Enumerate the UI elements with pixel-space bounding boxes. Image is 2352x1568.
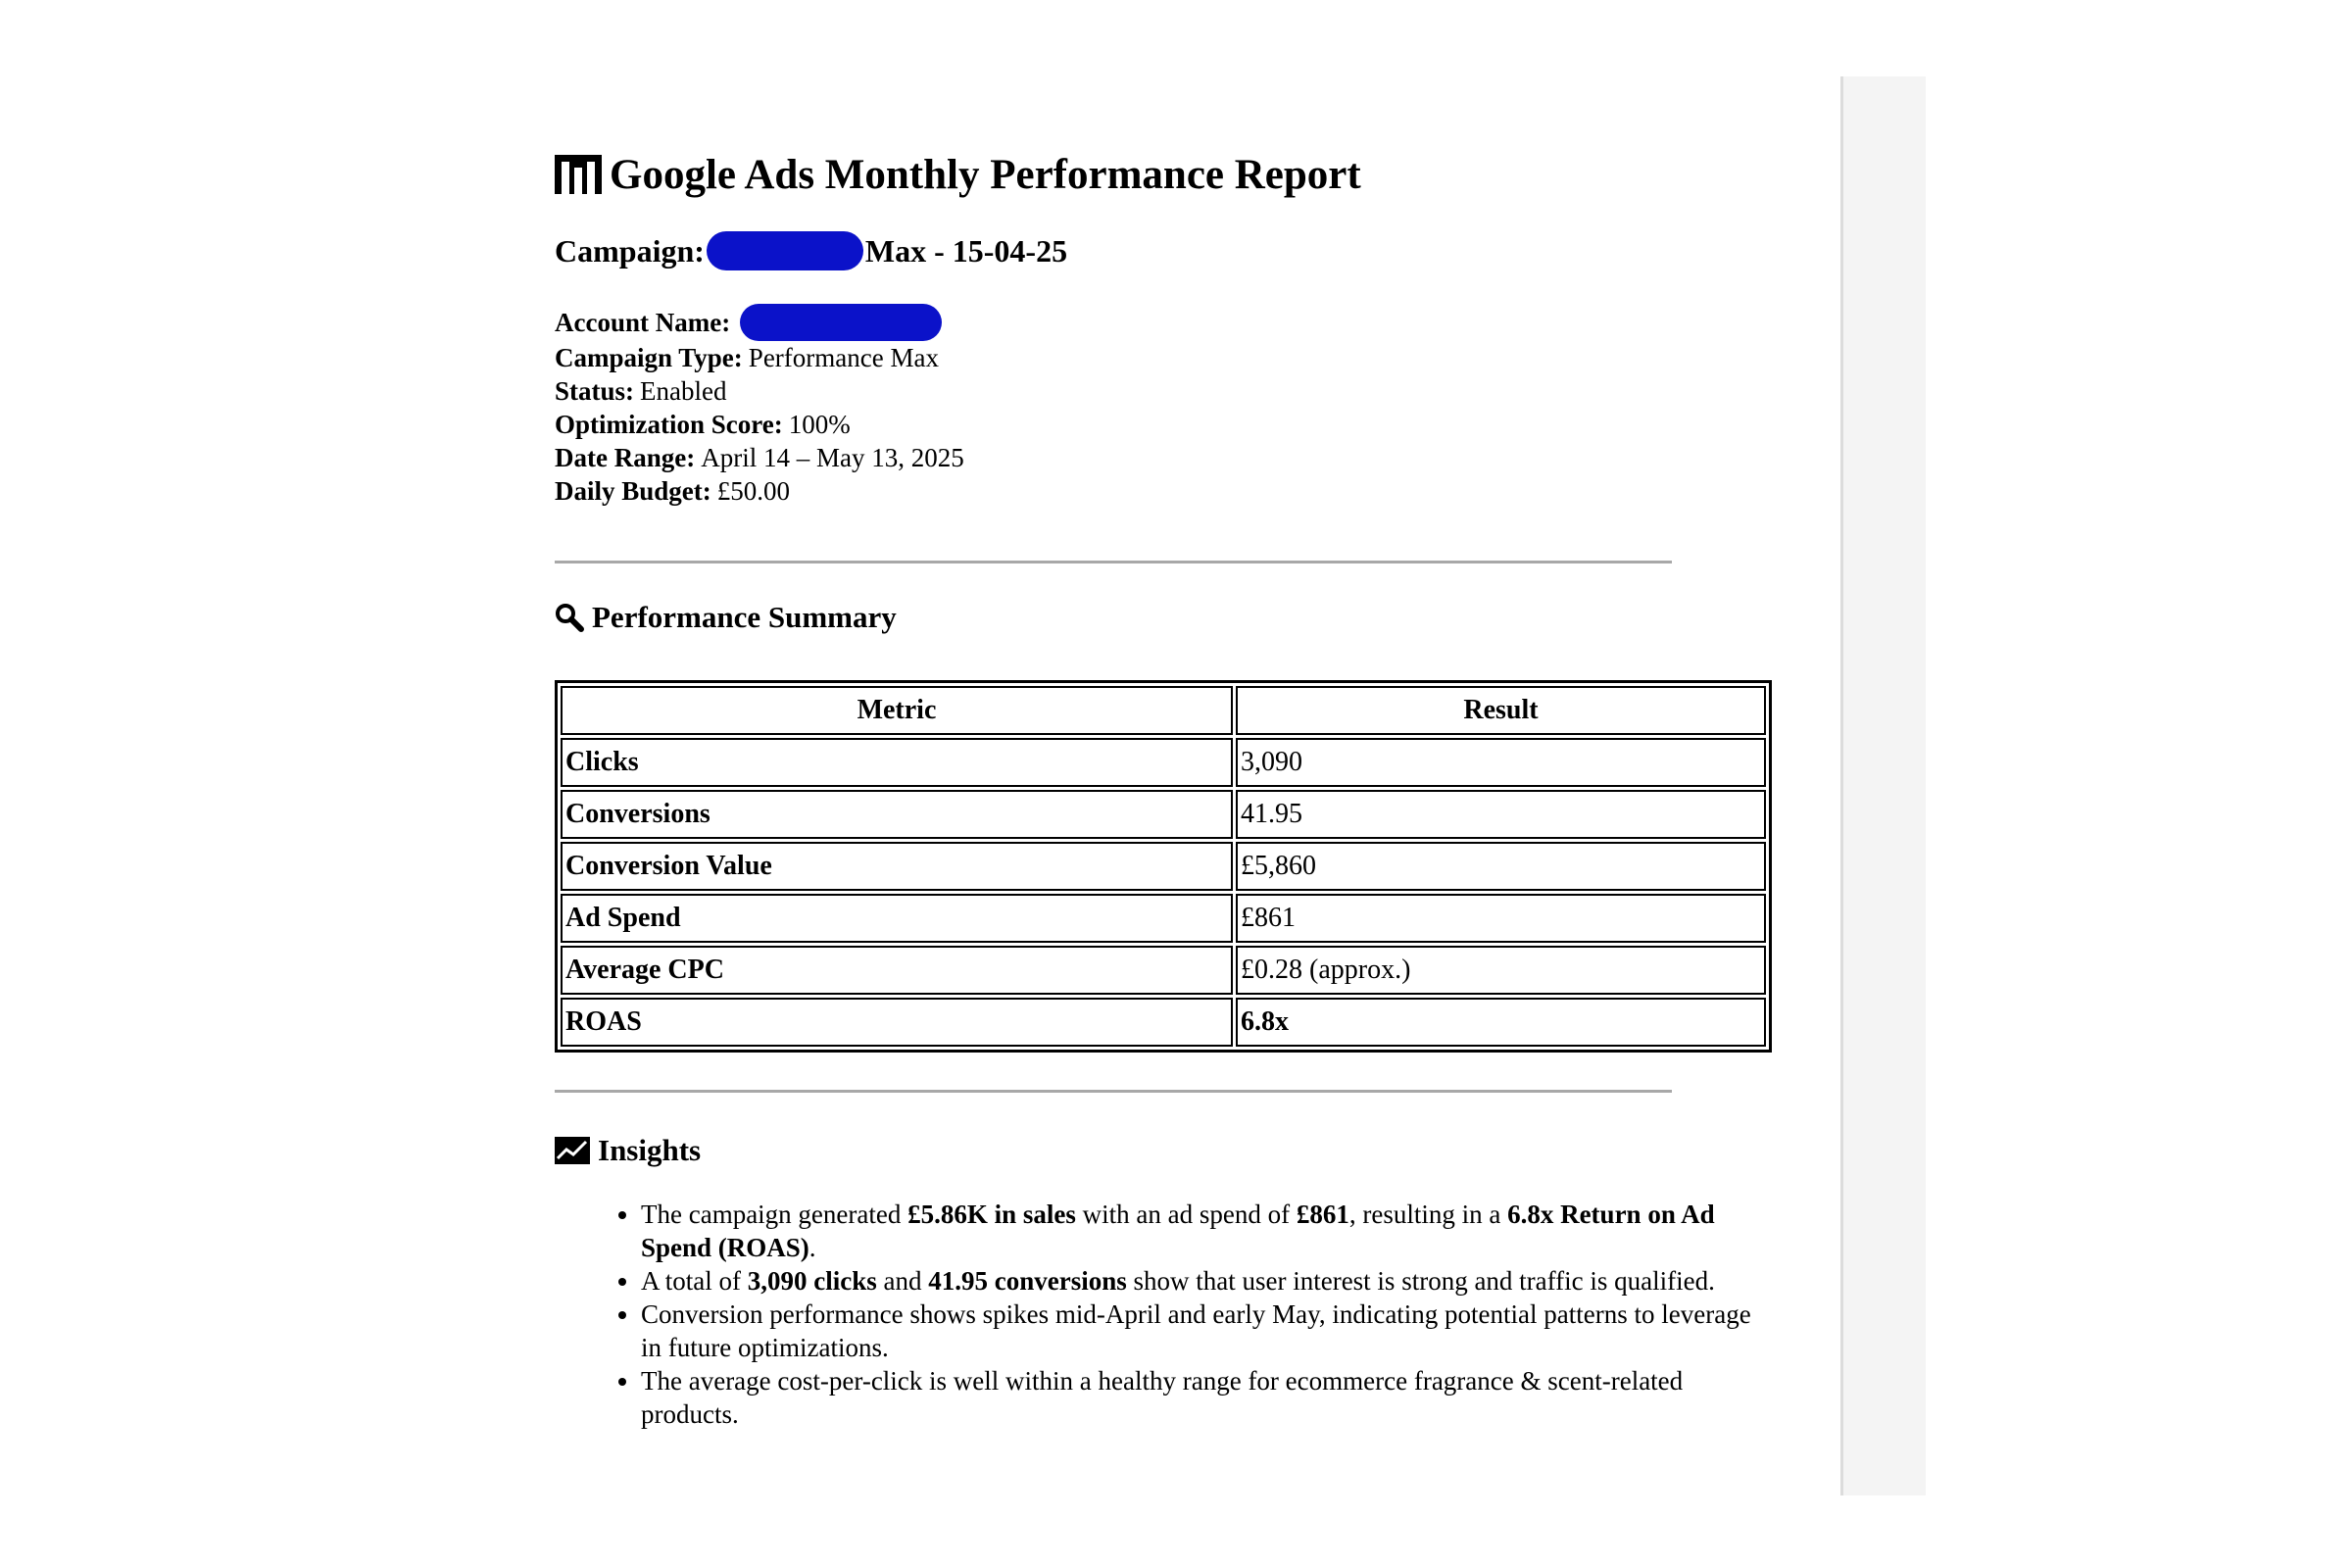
divider	[555, 1090, 1672, 1093]
date-range-line	[555, 441, 964, 474]
insights-title: Insights	[598, 1133, 702, 1167]
date-range-label: Date Range:	[555, 443, 696, 472]
insight-text: , resulting in a	[1348, 1200, 1508, 1229]
campaign-type-label: Campaign Type:	[555, 343, 743, 372]
status-value: Enabled	[640, 376, 727, 406]
column-header-result: Result	[1236, 686, 1766, 735]
metric-cell: Conversion Value	[561, 842, 1233, 891]
side-panel	[1840, 76, 1926, 1495]
trend-chart-icon	[555, 1137, 590, 1164]
report-document	[555, 145, 1780, 1429]
insight-text: The campaign generated	[641, 1200, 908, 1229]
insight-text: The average cost-per-click is well within a healthy range for ecommerce fragrance & scent-related products.	[641, 1366, 1684, 1429]
insights-heading	[555, 1133, 701, 1168]
metric-cell: Ad Spend	[561, 894, 1233, 943]
insight-emphasis: £861	[1296, 1200, 1349, 1229]
insight-text: .	[808, 1233, 816, 1262]
account-details	[555, 304, 964, 508]
list-item	[641, 1298, 1768, 1364]
campaign-name-suffix: Max - 15-04-25	[864, 232, 1068, 269]
table-row	[561, 842, 1766, 891]
campaign-type-line	[555, 341, 964, 374]
column-header-metric: Metric	[561, 686, 1233, 735]
result-cell: 6.8x	[1236, 998, 1766, 1047]
table-row	[561, 738, 1766, 787]
insight-emphasis: 6.8x Return on Ad Spend (ROAS)	[641, 1200, 1715, 1262]
insight-emphasis: 3,090 clicks	[747, 1266, 877, 1296]
insights-list	[555, 1198, 1768, 1431]
daily-budget-value: £50.00	[716, 476, 791, 506]
status-label: Status:	[555, 376, 635, 406]
table-row	[561, 894, 1766, 943]
insight-text: with an ad spend of	[1075, 1200, 1297, 1229]
status-line	[555, 374, 964, 408]
result-cell: £5,860	[1236, 842, 1766, 891]
campaign-type-value: Performance Max	[748, 343, 939, 372]
metric-cell: Conversions	[561, 790, 1233, 839]
optimization-score-value: 100%	[788, 410, 851, 439]
account-name-label: Account Name:	[555, 308, 731, 337]
table-row	[561, 790, 1766, 839]
redaction-mark	[740, 304, 942, 341]
result-cell: 41.95	[1236, 790, 1766, 839]
metric-cell: ROAS	[561, 998, 1233, 1047]
result-cell: 3,090	[1236, 738, 1766, 787]
list-item	[641, 1264, 1768, 1298]
insight-text: A total of	[641, 1266, 748, 1296]
campaign-line	[555, 231, 1067, 270]
table-row	[561, 998, 1766, 1047]
insight-text: Conversion performance shows spikes mid-April and early May, indicating potential patterns to leverage in future optimizations.	[641, 1299, 1751, 1362]
performance-table	[555, 680, 1772, 1053]
daily-budget-line	[555, 474, 964, 508]
performance-summary-title: Performance Summary	[592, 600, 897, 634]
optimization-score-line	[555, 408, 964, 441]
campaign-label: Campaign:	[555, 232, 705, 269]
account-name-line	[555, 304, 964, 341]
result-cell: £0.28 (approx.)	[1236, 946, 1766, 995]
insight-emphasis: 41.95 conversions	[928, 1266, 1127, 1296]
list-item	[641, 1198, 1768, 1264]
performance-summary-heading	[555, 600, 897, 635]
metric-cell: Clicks	[561, 738, 1233, 787]
report-title: Google Ads Monthly Performance Report	[610, 151, 1361, 198]
divider	[555, 561, 1672, 564]
insight-text: show that user interest is strong and traffic is qualified.	[1126, 1266, 1715, 1296]
date-range-value: April 14 – May 13, 2025	[701, 443, 964, 472]
bar-chart-icon	[555, 155, 602, 194]
metric-cell: Average CPC	[561, 946, 1233, 995]
insight-text: and	[876, 1266, 929, 1296]
table-row	[561, 946, 1766, 995]
result-cell: £861	[1236, 894, 1766, 943]
table-header-row	[561, 686, 1766, 735]
daily-budget-label: Daily Budget:	[555, 476, 711, 506]
list-item	[641, 1364, 1768, 1431]
insight-emphasis: £5.86K in sales	[907, 1200, 1076, 1229]
optimization-score-label: Optimization Score:	[555, 410, 783, 439]
redaction-mark	[707, 231, 863, 270]
title-row	[555, 145, 1780, 204]
magnifier-icon	[555, 603, 584, 632]
